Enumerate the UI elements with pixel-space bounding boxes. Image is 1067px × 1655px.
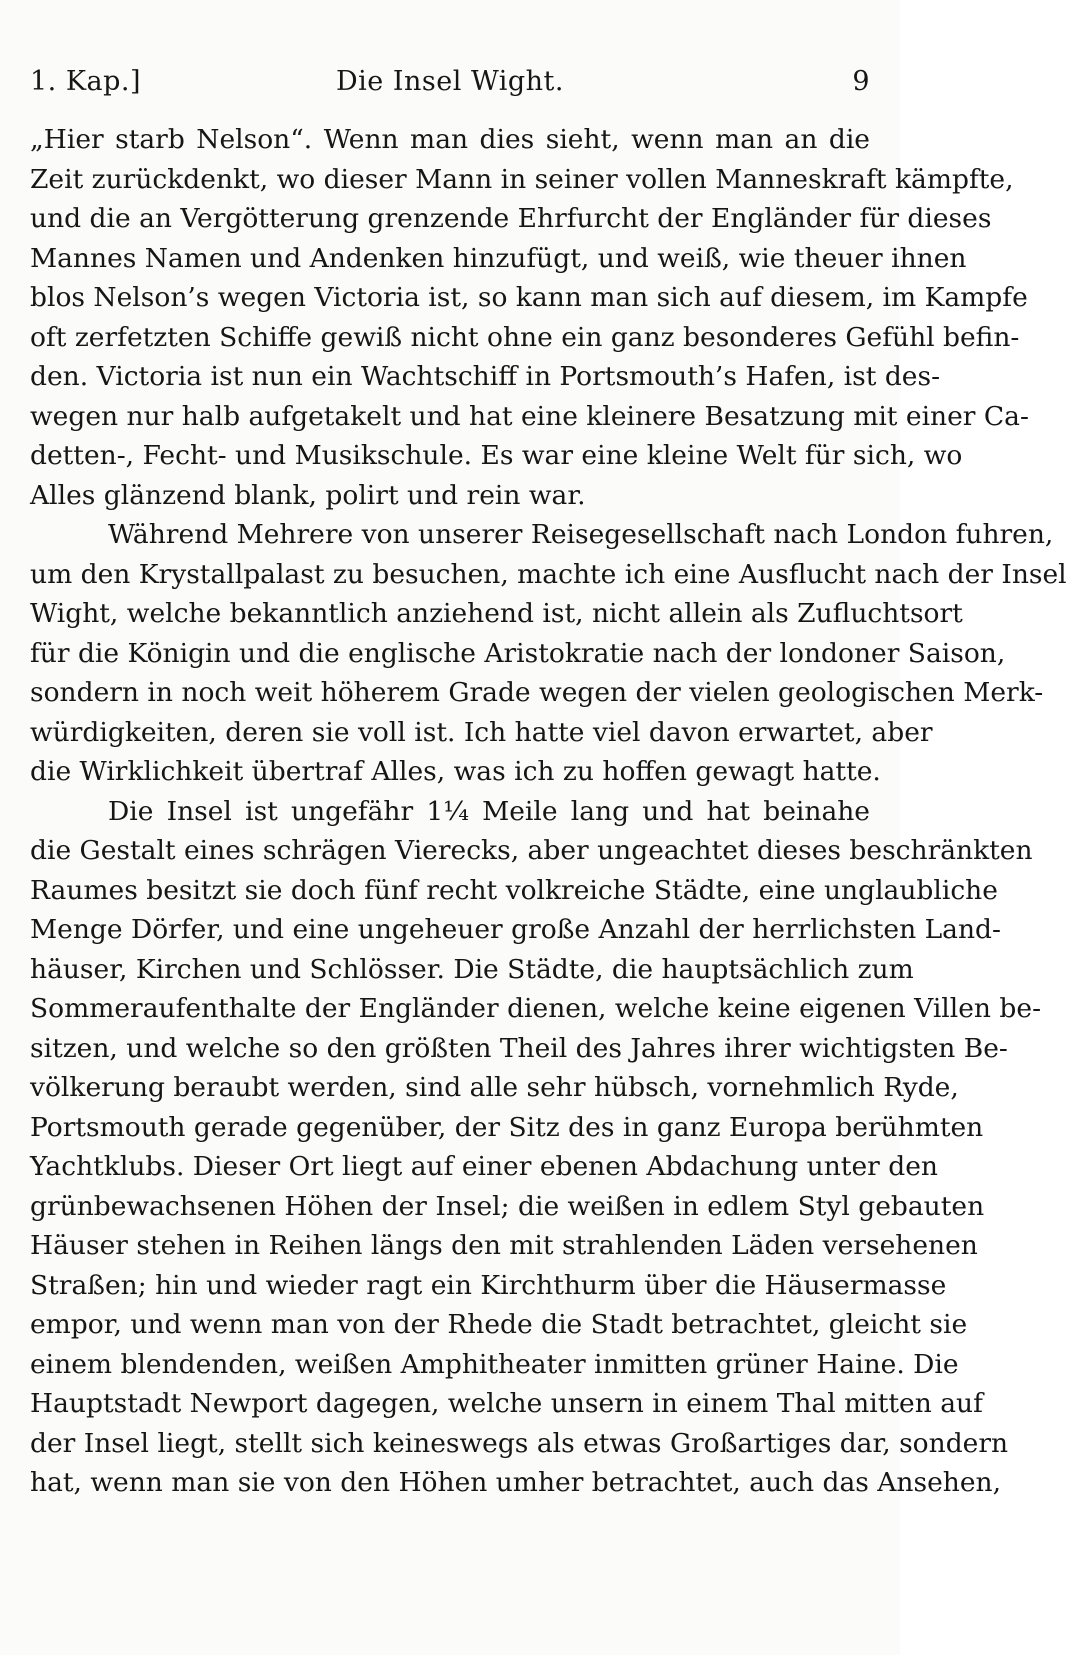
text-line: Portsmouth gerade gegenüber, der Sitz des in ganz Europa berühmten (30, 1111, 984, 1143)
body-text (30, 120, 1067, 1503)
text-line: Hauptstadt Newport dagegen, welche unsern in einem Thal mitten auf (30, 1388, 983, 1419)
text-line: die Gestalt eines schrägen Vierecks, aber ungeachtet dieses beschränkten (30, 835, 1033, 866)
text-line: empor, und wenn man von der Rhede die Stadt betrachtet, gleicht sie (30, 1309, 968, 1340)
text-line: Yachtklubs. Dieser Ort liegt auf einer ebenen Abdachung unter den (30, 1151, 938, 1182)
text-line: Mannes Namen und Andenken hinzufügt, und weiß, wie theuer ihnen (30, 242, 967, 274)
text-line: Straßen; hin und wieder ragt ein Kirchthurm über die Häusermasse (30, 1269, 947, 1301)
text-line: Menge Dörfer, und eine ungeheuer große Anzahl der herrlichsten Land- (30, 914, 1001, 945)
text-line: detten-, Fecht- und Musikschule. Es war eine kleine Welt für sich, wo (30, 440, 963, 471)
text-line: häuser, Kirchen und Schlösser. Die Städte, die hauptsächlich zum (30, 953, 914, 985)
text-line: Raumes besitzt sie doch fünf recht volkreiche Städte, eine unglaubliche (30, 874, 998, 906)
page-number: 9 (852, 66, 870, 97)
text-line: sitzen, und welche so den größten Theil des Jahres ihrer wichtigsten Be- (30, 1032, 1008, 1064)
text-line: würdigkeiten, deren sie voll ist. Ich hatte viel davon erwartet, aber (30, 716, 933, 748)
text-line: Die Insel ist ungefähr 1¼ Meile lang und hat beinahe (108, 795, 870, 827)
text-line: wegen nur halb aufgetakelt und hat eine kleinere Besatzung mit einer Ca- (30, 400, 1029, 432)
text-line: sondern in noch weit höherem Grade wegen der vielen geologischen Merk- (30, 677, 1044, 708)
paragraph (30, 120, 1029, 515)
text-line: um den Krystallpalast zu besuchen, machte ich eine Ausflucht nach der Insel (30, 558, 1067, 590)
chapter-label: 1. Kap.] (30, 66, 142, 97)
text-line: grünbewachsenen Höhen der Insel; die weißen in edlem Styl gebauten (30, 1190, 985, 1222)
text-line: Wight, welche bekanntlich anziehend ist, nicht allein als Zufluchtsort (30, 598, 963, 629)
running-header (30, 66, 870, 106)
text-line: völkerung beraubt werden, sind alle sehr hübsch, vornehmlich Ryde, (30, 1072, 959, 1103)
text-line: Sommeraufenthalte der Engländer dienen, welche keine eigenen Villen be- (30, 993, 1042, 1024)
text-line: die Wirklichkeit übertraf Alles, was ich zu hoffen gewagt hatte. (30, 756, 881, 787)
text-line: einem blendenden, weißen Amphitheater inmitten grüner Haine. Die (30, 1348, 959, 1380)
text-line: der Insel liegt, stellt sich keineswegs als etwas Großartiges dar, sondern (30, 1427, 1009, 1459)
text-line: oft zerfetzten Schiffe gewiß nicht ohne ein ganz besonderes Gefühl befin- (30, 321, 1020, 353)
text-line: für die Königin und die englische Aristokratie nach der londoner Saison, (30, 637, 1006, 669)
text-line: den. Victoria ist nun ein Wachtschiff in Portsmouth’s Hafen, ist des- (30, 361, 941, 392)
text-line: Häuser stehen in Reihen längs den mit strahlenden Läden versehenen (30, 1230, 978, 1261)
text-line: hat, wenn man sie von den Höhen umher betrachtet, auch das Ansehen, (30, 1467, 1001, 1498)
text-line: Alles glänzend blank, polirt und rein war. (30, 479, 586, 511)
running-title: Die Insel Wight. (336, 66, 564, 97)
text-line: und die an Vergötterung grenzende Ehrfurcht der Engländer für dieses (30, 203, 992, 234)
text-line: blos Nelson’s wegen Victoria ist, so kann man sich auf diesem, im Kampfe (30, 282, 1028, 313)
text-line: „Hier starb Nelson“. Wenn man dies sieht, wenn man an die (30, 124, 870, 155)
text-line: Zeit zurückdenkt, wo dieser Mann in seiner vollen Manneskraft kämpfte, (30, 163, 1014, 195)
paragraph (30, 515, 1067, 792)
text-line: Während Mehrere von unserer Reisegesellschaft nach London fuhren, (108, 519, 1054, 550)
paragraph (30, 792, 1042, 1503)
